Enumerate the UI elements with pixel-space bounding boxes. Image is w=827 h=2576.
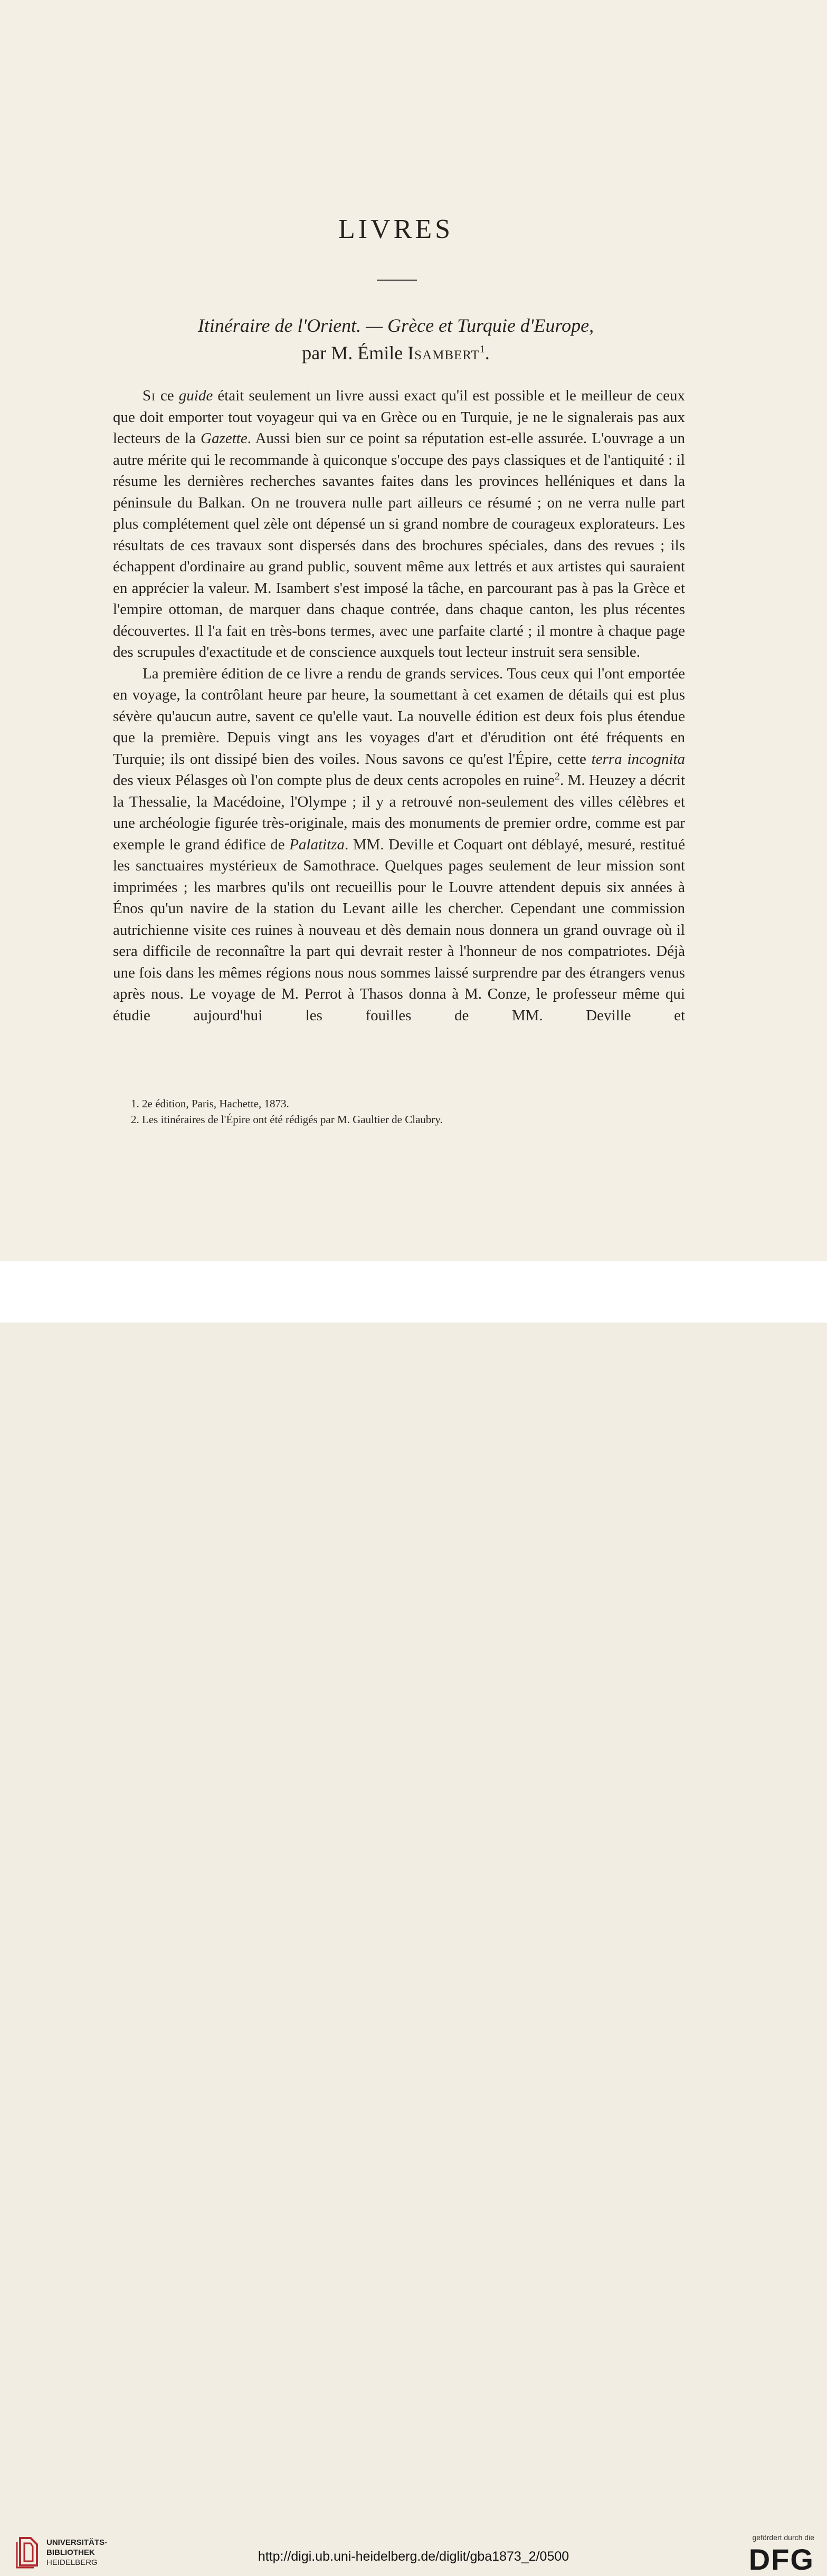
author-name: Isambert [407,342,480,363]
p1-seg3: . Aussi bien sur ce point sa réputation est-elle assurée. L'ouvrage a un autre mérite qui le recommande à quiconque s'occupe des pays classiques et de l'antiquité : il résume les dernières recherches savantes faites dans les provinces helléniques et dans la péninsule du Balkan. On ne trouvera nulle part ailleurs ce résumé ; on ne verra nulle part plus complétement quel zèle ont dépensé un si grand nombre de courageux explorateurs. Les résultats de ces travaux sont dispersés dans des brochures spéciales, dans des revues ; ils échappent d'ordinaire au grand public, souvent même aux lettrés et aux artistes qui sauraient en apprécier la valeur. M. Isambert s'est imposé la tâche, en parcourant pas à pas la Grèce et l'empire ottoman, de marquer dans chaque contrée, dans chaque canton, les plus récentes découvertes. Il l'a fait en très-bons termes, avec une parfaite clarté ; il montre à chaque page des scrupules d'exactitude et de conscience auxquels tout lecteur instruit sera sensible. [113,430,685,660]
author-suffix: . [484,342,490,363]
book-title-part1: Itinéraire de [197,315,293,336]
p2-seg3: des vieux Pélasges où l'on compte plus de deux cents acropoles en ruine [113,772,555,789]
p1-guide: guide [178,387,213,404]
article-body [113,385,685,1026]
book-title [0,314,792,337]
library-line-2: BIBLIOTHEK [46,2548,95,2557]
library-line-1: UNIVERSITÄTS- [46,2538,108,2547]
section-title: LIVRES [338,214,453,244]
author-prefix: par M. Émile [302,342,408,363]
footnotes [131,1096,685,1127]
scanned-page [0,0,827,1261]
paragraph-2 [113,663,685,1027]
p1-seg1: ce [155,387,179,404]
book-title-part2: l'Orient. — Grèce et Turquie d'Europe, [292,315,594,336]
p1-seg2: était seulement un livre aussi exact qu'il est possible et le meilleur de ceux que doit emporter tout voyageur qui va en Grèce ou en Turquie, je ne le signalerais pas aux lecteurs de la [113,387,685,447]
p2-seg4: . M. Heuzey a décrit la Thessalie, la Macédoine, l'Olympe ; il y a retrouvé non-seulement des villes célèbres et une archéologie figurée très-originale, mais des monuments de premier ordre, comme est par exemple le grand édifice de [113,772,686,853]
library-line-3: HEIDELBERG [46,2558,98,2567]
p2-seg6: . MM. Deville et Coquart ont déblayé, mesuré, restitué les sanctuaires mystérieux de Samothrace. Quelques pages seulement de leur mission sont imprimées ; les marbres qu'ils ont recueillis pour le Louvre attendent depuis six années à Énos qu'un navire de la station du Levant aille les chercher. Cependant une commission autrichienne visite ces ruines à nouveau et dès demain nous donnera un grand ouvrage où il sera difficile de reconnaître la part qui devrait rester à l'honneur de nos compatriotes. Déjà une fois dans les mêmes régions nous nous sommes laissé surprendre par des étrangers venus après nous. Le voyage de M. Perrot à Thasos donna à M. Conze, le professeur même qui étudie aujourd'hui les fouilles de MM. Deville et [113,836,685,1024]
footnote-ref-2[interactable]: 2 [555,770,560,782]
dropcap: Si [142,387,156,404]
footnote-1: 1. 2e édition, Paris, Hachette, 1873. [131,1097,289,1110]
footnote-2: 2. Les itinéraires de l'Épire ont été rédigés par M. Gaultier de Claubry. [131,1113,443,1126]
permalink-url[interactable]: http://digi.ub.uni-heidelberg.de/diglit/gba1873_2/0500 [258,2549,569,2564]
funding-note: gefördert durch die [752,2533,814,2542]
paragraph-1 [113,385,685,663]
title-divider [377,280,417,281]
p1-gazette: Gazette [201,430,248,447]
p2-palatitza: Palatitza [289,836,345,853]
digitization-footer [0,1261,827,2576]
dfg-logo: DFG [748,2543,814,2576]
book-author [0,341,792,365]
p2-seg1: La première édition de ce livre a rendu de grands services. Tous ceux qui l'ont emportée en voyage, la contrôlant heure par heure, la soumettant à cet examen de détails qui est plus sévère qu'aucun autre, savent ce qu'elle vaut. La nouvelle édition est deux fois plus étendue que la première. Depuis vingt ans les voyages d'art et d'érudition ont été fréquents en Turquie; ils ont dissipé bien des voiles. Nous savons ce qu'est l'Épire, cette [113,665,685,768]
p2-terra-incognita: terra incognita [591,750,686,768]
footnote-ref-1[interactable]: 1 [479,343,485,355]
